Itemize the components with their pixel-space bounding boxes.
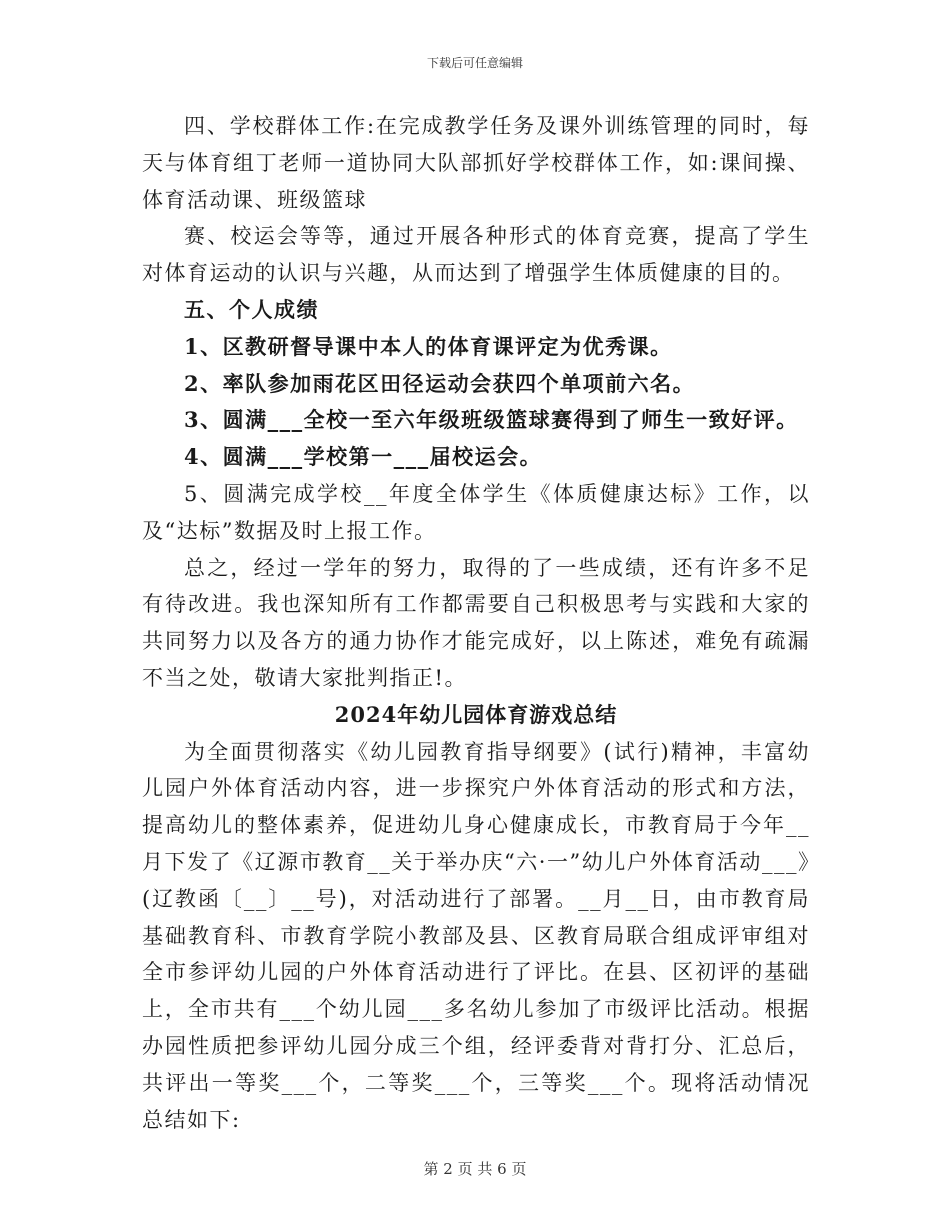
document-body xyxy=(142,108,810,1138)
document-title: 2024年幼儿园体育游戏总结 xyxy=(334,701,618,727)
paragraph-kindergarten-intro: 为全面贯彻落实《幼儿园教育指导纲要》(试行)精神，丰富幼儿园户外体育活动内容，进一步探究户外体育活动的形式和方法，提高幼儿的整体素养，促进幼儿身心健康成长，市教育局于今年__月下发了《辽源市教育__关于举办庆“六·一”幼儿户外体育活动___》(辽教函〔__〕__号)，对活动进行了部署。__月__日，由市教育局基础教育科、市教育学院小教部及县、区教育局联合组成评审组对全市参评幼儿园的户外体育活动进行了评比。在县、区初评的基础上，全市共有___个幼儿园___多名幼儿参加了市级评比活动。根据办园性质把参评幼儿园分成三个组，经评委背对背打分、汇总后，共评出一等奖___个，二等奖___个，三等奖___个。现将活动情况总结如下: xyxy=(142,739,810,1132)
achievement-item-1: 1、区教研督导课中本人的体育课评定为优秀课。 xyxy=(184,333,673,359)
paragraph-group-work: 四、学校群体工作:在完成教学任务及课外训练管理的同时，每天与体育组丁老师一道协同大队部抓好学校群体工作，如:课间操、体育活动课、班级篮球 xyxy=(142,114,810,212)
achievement-item-4: 4、圆满___学校第一___届校运会。 xyxy=(184,444,543,470)
page-header: 下载后可任意编辑 xyxy=(426,56,523,70)
achievement-item-5: 5、圆满完成学校__年度全体学生《体质健康达标》工作，以及“达标”数据及时上报工作。 xyxy=(142,481,810,543)
achievement-item-2: 2、率队参加雨花区田径运动会获四个单项前六名。 xyxy=(184,370,696,396)
paragraph-group-work-continued: 赛、校运会等等，通过开展各种形式的体育竞赛，提高了学生对体育运动的认识与兴趣，从而达到了增强学生体质健康的目的。 xyxy=(142,224,810,286)
achievement-item-3: 3、圆满___全校一至六年级班级篮球赛得到了师生一致好评。 xyxy=(184,407,799,433)
page-number: 第 2 页 共 6 页 xyxy=(423,1160,527,1178)
paragraph-summary: 总之，经过一学年的努力，取得的了一些成绩，还有许多不足有待改进。我也深知所有工作都需要自己积极思考与实践和大家的共同努力以及各方的通力协作才能完成好，以上陈述，难免有疏漏不当之处，敬请大家批判指正!。 xyxy=(142,555,810,690)
section-heading-personal-achievements: 五、个人成绩 xyxy=(184,296,319,322)
